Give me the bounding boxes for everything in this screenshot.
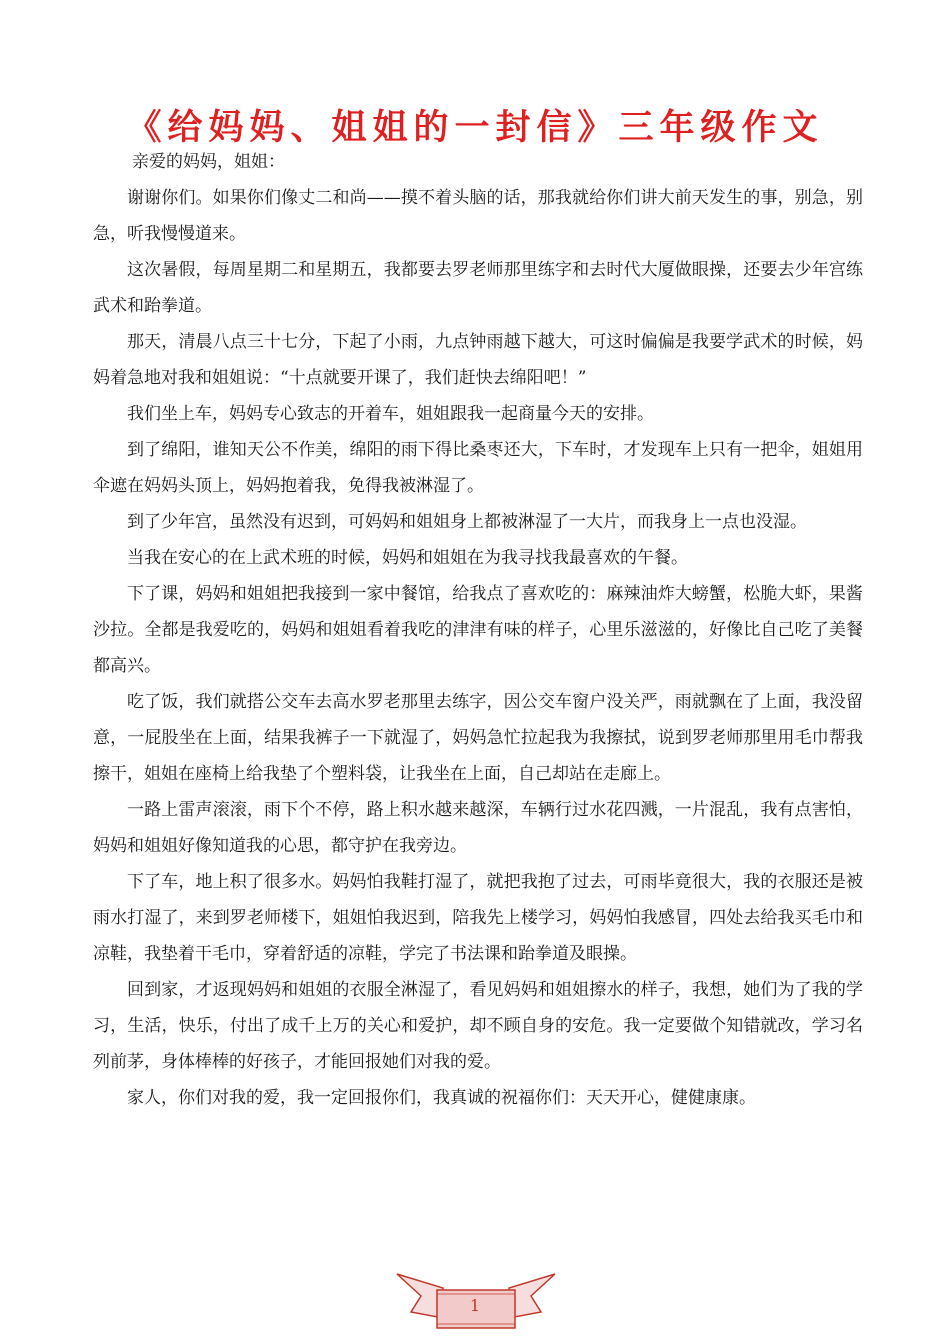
paragraph: 那天，清晨八点三十七分，下起了小雨，九点钟雨越下越大，可这时偏偏是我要学武术的时候，妈妈着急地对我和姐姐说：“十点就要开课了，我们赶快去绵阳吧！”: [93, 332, 863, 388]
paragraph: 我们坐上车，妈妈专心致志的开着车，姐姐跟我一起商量今天的安排。: [127, 404, 654, 424]
paragraph: 下了课，妈妈和姐姐把我接到一家中餐馆，给我点了喜欢吃的：麻辣油炸大螃蟹，松脆大虾，果酱沙拉。全都是我爱吃的，妈妈和姐姐看着我吃的津津有味的样子，心里乐滋滋的，好像比自己吃了美餐都高兴。: [93, 584, 863, 676]
ribbon-tail-right: [509, 1274, 555, 1318]
paragraph: 谢谢你们。如果你们像丈二和尚——摸不着头脑的话，那我就给你们讲大前天发生的事，别急，别急，听我慢慢道来。: [93, 188, 863, 244]
page-number: 1: [469, 1296, 481, 1315]
paragraph: 当我在安心的在上武术班的时候，妈妈和姐姐在为我寻找我最喜欢的午餐。: [127, 548, 688, 568]
paragraph: 到了绵阳，谁知天公不作美，绵阳的雨下得比桑枣还大，下车时，才发现车上只有一把伞，姐姐用伞遮在妈妈头顶上，妈妈抱着我，免得我被淋湿了。: [93, 440, 863, 496]
paragraph: 一路上雷声滚滚，雨下个不停，路上积水越来越深，车辆行过水花四溅，一片混乱，我有点害怕，妈妈和姐姐好像知道我的心思，都守护在我旁边。: [93, 800, 863, 856]
salutation: 亲爱的妈妈，姐姐：: [132, 152, 285, 172]
paragraph: 吃了饭，我们就搭公交车去高水罗老那里去练字，因公交车窗户没关严，雨就飘在了上面，我没留意，一屁股坐在上面，结果我裤子一下就湿了，妈妈急忙拉起我为我擦拭，说到罗老师那里用毛巾帮我擦干，姐姐在座椅上给我垫了个塑料袋，让我坐在上面，自己却站在走廊上。: [93, 692, 863, 784]
letter-body: [93, 180, 863, 1116]
paragraph: 下了车，地上积了很多水。妈妈怕我鞋打湿了，就把我抱了过去，可雨毕竟很大，我的衣服还是被雨水打湿了，来到罗老师楼下，姐姐怕我迟到，陪我先上楼学习，妈妈怕我感冒，四处去给我买毛巾和凉鞋，我垫着干毛巾，穿着舒适的凉鞋，学完了书法课和跆拳道及眼操。: [93, 872, 863, 964]
ribbon-tail-left: [397, 1274, 443, 1318]
paragraph: 回到家，才返现妈妈和姐姐的衣服全淋湿了，看见妈妈和姐姐擦水的样子，我想，她们为了我的学习，生活，快乐，付出了成千上万的关心和爱护，却不顾自身的安危。我一定要做个知错就改，学习名列前茅，身体棒棒的好孩子，才能回报她们对我的爱。: [93, 980, 863, 1072]
paragraph: 这次暑假，每周星期二和星期五，我都要去罗老师那里练字和去时代大厦做眼操，还要去少年宫练武术和跆拳道。: [93, 260, 863, 316]
page-title: 《给妈妈、姐姐的一封信》三年级作文: [126, 108, 824, 148]
paragraph: 家人，你们对我的爱，我一定回报你们，我真诚的祝福你们：天天开心，健健康康。: [127, 1088, 756, 1108]
paragraph: 到了少年宫，虽然没有迟到，可妈妈和姐姐身上都被淋湿了一大片，而我身上一点也没湿。: [127, 512, 807, 532]
